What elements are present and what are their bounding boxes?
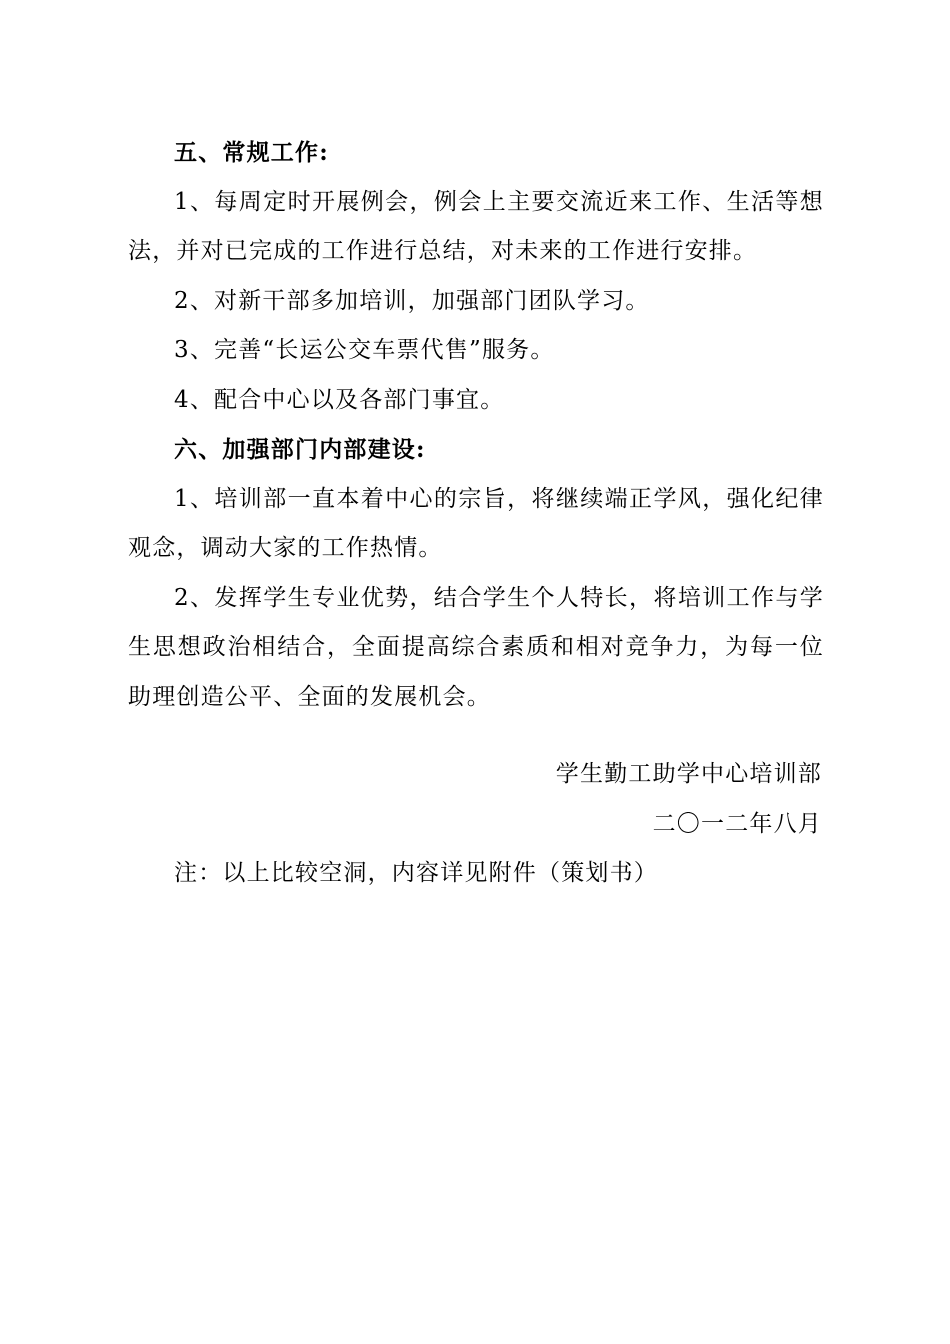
section-six-heading: 六、加强部门内部建设:: [174, 436, 426, 463]
section-five-item-4: 4、配合中心以及各部门事宜。: [174, 386, 505, 413]
section-five-item-2: 2、对新干部多加培训，加强部门团队学习。: [174, 287, 650, 314]
section-six-item-2: 2、发挥学生专业优势，结合学生个人特长，将培训工作与学生思想政治相结合，全面提高综合素质和相对竞争力，为每一位助理创造公平、全面的发展机会。: [128, 584, 824, 710]
section-six-item-1: 1、培训部一直本着中心的宗旨，将继续端正学风，强化纪律观念，调动大家的工作热情。: [128, 485, 824, 561]
section-five-heading: 五、常规工作:: [174, 139, 329, 166]
signature-spacer: [128, 722, 824, 750]
document-body: [128, 128, 824, 899]
signature-organization: 学生勤工助学中心培训部: [555, 761, 822, 787]
section-five-item-1: 1、每周定时开展例会，例会上主要交流近来工作、生活等想法，并对已完成的工作进行总结，对未来的工作进行安排。: [128, 188, 824, 264]
signature-date: 二〇一二年八月: [652, 810, 822, 837]
footnote: 注：以上比较空洞，内容详见附件（策划书）: [174, 860, 658, 886]
section-five-item-3: 3、完善“长运公交车票代售”服务。: [174, 337, 555, 363]
